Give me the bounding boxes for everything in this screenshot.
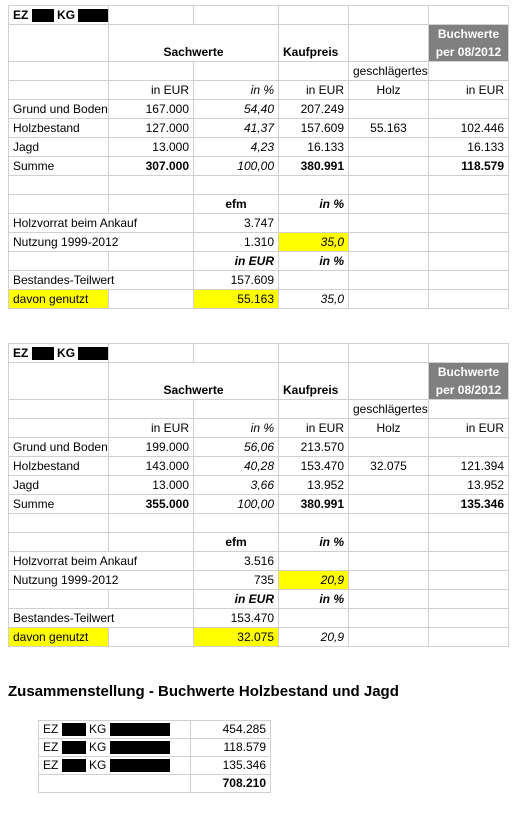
eur-header: in EUR	[194, 252, 279, 271]
geschl-header-2: Holz	[349, 81, 429, 100]
valuation-table-1	[8, 5, 509, 309]
summary-row: EZ KG 135.346	[39, 757, 271, 775]
summary-table	[38, 720, 271, 793]
geschl-header: geschlägertes	[349, 400, 429, 419]
redaction-bar	[62, 759, 86, 772]
genutzt-pct: 35,0	[279, 290, 349, 309]
table-row: Holzbestand 127.000 41,37 157.609 55.163 102.446	[9, 119, 509, 138]
unit-eur: in EUR	[429, 81, 509, 100]
redaction-bar	[110, 723, 170, 736]
redaction-bar	[78, 347, 108, 360]
geschl-header: geschlägertes	[349, 62, 429, 81]
vorrat-label: Holzvorrat beim Ankauf	[9, 214, 194, 233]
eur-header: in EUR	[194, 590, 279, 609]
redaction-bar	[32, 9, 54, 22]
teilwert-value: 157.609	[194, 271, 279, 290]
sachwerte-header: Sachwerte	[109, 363, 279, 400]
summary-total: 708.210	[191, 775, 271, 793]
valuation-table-2	[8, 343, 509, 647]
table-row: Grund und Boden 199.000 56,06 213.570	[9, 438, 509, 457]
summary-row: EZ KG 454.285	[39, 721, 271, 739]
pct-header: in %	[279, 195, 349, 214]
nutzung-value: 1.310	[194, 233, 279, 252]
kaufpreis-header: Kaufpreis	[279, 363, 349, 400]
nutzung-label: Nutzung 1999-2012	[9, 571, 194, 590]
table-row: Jagd 13.000 4,23 16.133 16.133	[9, 138, 509, 157]
unit-eur: in EUR	[109, 419, 194, 438]
genutzt-label: davon genutzt	[9, 628, 109, 647]
sum-row: Summe 307.000 100,00 380.991 118.579	[9, 157, 509, 176]
efm-header: efm	[194, 195, 279, 214]
sum-row: Summe 355.000 100,00 380.991 135.346	[9, 495, 509, 514]
summary-row: EZ KG 118.579	[39, 739, 271, 757]
genutzt-pct: 20,9	[279, 628, 349, 647]
unit-pct: in %	[194, 81, 279, 100]
pct-header: in %	[279, 590, 349, 609]
nutzung-label: Nutzung 1999-2012	[9, 233, 194, 252]
genutzt-value: 32.075	[194, 628, 279, 647]
vorrat-value: 3.516	[194, 552, 279, 571]
table-row: Grund und Boden 167.000 54,40 207.249	[9, 100, 509, 119]
teilwert-label: Bestandes-Teilwert	[9, 271, 194, 290]
redaction-bar	[62, 723, 86, 736]
unit-eur: in EUR	[429, 419, 509, 438]
redaction-bar	[62, 741, 86, 754]
genutzt-label: davon genutzt	[9, 290, 109, 309]
efm-header: efm	[194, 533, 279, 552]
teilwert-label: Bestandes-Teilwert	[9, 609, 194, 628]
unit-eur: in EUR	[279, 81, 349, 100]
redaction-bar	[110, 741, 170, 754]
ez-header: EZ KG	[9, 344, 109, 363]
pct-header: in %	[279, 533, 349, 552]
table-row: Holzbestand 143.000 40,28 153.470 32.075 121.394	[9, 457, 509, 476]
nutzung-pct: 35,0	[279, 233, 349, 252]
vorrat-label: Holzvorrat beim Ankauf	[9, 552, 194, 571]
sachwerte-header: Sachwerte	[109, 25, 279, 62]
unit-eur: in EUR	[109, 81, 194, 100]
redaction-bar	[32, 347, 54, 360]
redaction-bar	[110, 759, 170, 772]
pct-header: in %	[279, 252, 349, 271]
teilwert-value: 153.470	[194, 609, 279, 628]
genutzt-value: 55.163	[194, 290, 279, 309]
table-row: Jagd 13.000 3,66 13.952 13.952	[9, 476, 509, 495]
nutzung-value: 735	[194, 571, 279, 590]
buchwerte-header: Buchwerte per 08/2012	[429, 25, 509, 62]
unit-eur: in EUR	[279, 419, 349, 438]
redaction-bar	[78, 9, 108, 22]
nutzung-pct: 20,9	[279, 571, 349, 590]
buchwerte-header: Buchwerte per 08/2012	[429, 363, 509, 400]
geschl-header-2: Holz	[349, 419, 429, 438]
kaufpreis-header: Kaufpreis	[279, 25, 349, 62]
unit-pct: in %	[194, 419, 279, 438]
ez-header: EZ KG	[9, 6, 109, 25]
summary-title: Zusammenstellung - Buchwerte Holzbestand und Jagd	[8, 683, 399, 700]
vorrat-value: 3.747	[194, 214, 279, 233]
summary-total-row	[39, 775, 271, 793]
